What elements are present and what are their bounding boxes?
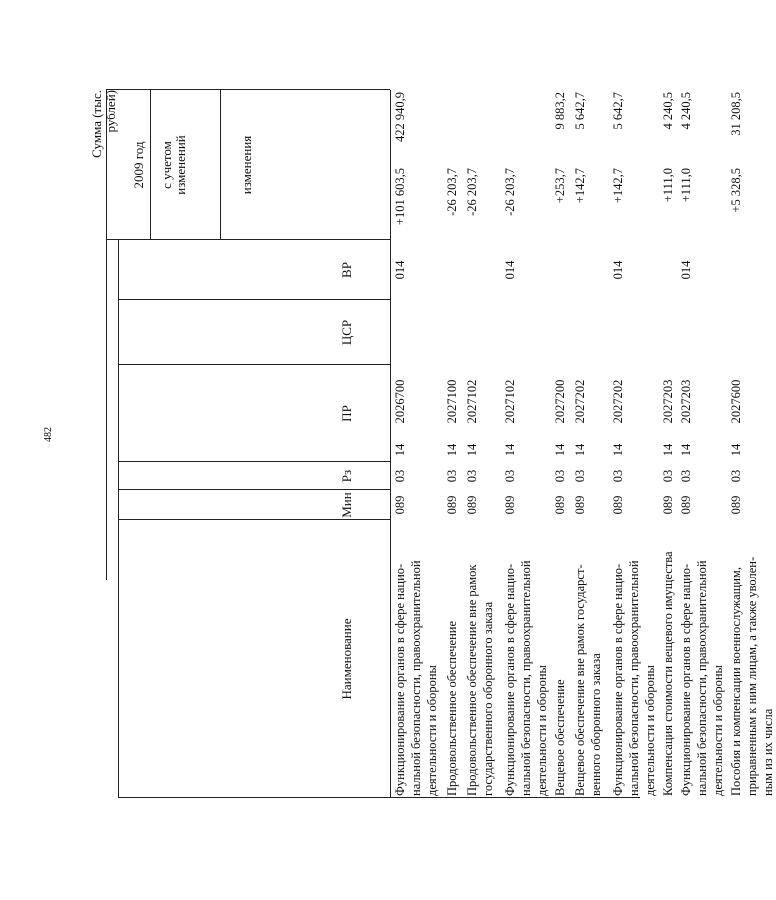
row-min: 089 xyxy=(393,495,407,515)
row-rz: 03 xyxy=(503,469,517,483)
page-number: 482 xyxy=(43,427,54,442)
row-change: +111,0 xyxy=(661,168,675,203)
row-vr: 014 xyxy=(611,260,625,280)
header-pr: ПР xyxy=(339,405,354,422)
row-min: 089 xyxy=(503,495,517,515)
row-csr: 2027200 xyxy=(553,379,567,424)
row-vr: 014 xyxy=(679,260,693,280)
row-total: 5 642,7 xyxy=(611,92,625,130)
row-change: -26 203,7 xyxy=(465,168,479,216)
row-total: 5 642,7 xyxy=(573,92,587,130)
row-csr: 2027202 xyxy=(573,379,587,424)
row-change: +5 328,5 xyxy=(729,168,743,213)
row-csr: 2027203 xyxy=(661,379,675,424)
row-change: +142,7 xyxy=(573,168,587,204)
row-rz: 03 xyxy=(573,469,587,483)
row-name: Продовольственное обеспечение вне рамок государственного оборонного заказа xyxy=(465,564,495,796)
row-pr: 14 xyxy=(573,443,587,457)
row-min: 089 xyxy=(729,495,743,515)
row-pr: 14 xyxy=(503,443,517,457)
budget-table-page xyxy=(40,0,775,900)
unit-label: Сумма (тыс. рублей) xyxy=(89,90,118,158)
row-total: 4 240,5 xyxy=(679,92,693,130)
sep-changes xyxy=(220,90,221,240)
header-name: Наименование xyxy=(339,618,354,700)
row-name: Пособия и компенсации военнослужащим, приравненным к ним лицам, а также уволен- ным из их числа xyxy=(729,556,775,796)
row-rz: 03 xyxy=(445,469,459,483)
row-name: Вещевое обеспечение вне рамок государст- венного оборонного заказа xyxy=(573,564,603,796)
row-total: 422 940,9 xyxy=(393,92,407,142)
row-change: +101 603,5 xyxy=(393,168,407,226)
row-change: -26 203,7 xyxy=(503,168,517,216)
row-pr: 14 xyxy=(661,443,675,457)
row-min: 089 xyxy=(573,495,587,515)
header-changes: изменения xyxy=(239,135,254,195)
row-min: 089 xyxy=(661,495,675,515)
row-csr: 2027202 xyxy=(611,379,625,424)
row-rz: 03 xyxy=(661,469,675,483)
header-vr: ВР xyxy=(339,262,354,278)
row-pr: 14 xyxy=(465,443,479,457)
row-csr: 2027102 xyxy=(465,379,479,424)
header-csr: ЦСР xyxy=(339,319,354,346)
row-min: 089 xyxy=(679,495,693,515)
row-name: Функционирование органов в сфере нацио- нальной безопасности, правоохранительной деятельности и обороны xyxy=(393,560,439,796)
row-name: Продовольственное обеспечение xyxy=(445,621,459,796)
header-bottom-border xyxy=(390,90,391,798)
row-change: +111,0 xyxy=(679,168,693,203)
row-change: -26 203,7 xyxy=(445,168,459,216)
row-pr: 14 xyxy=(393,443,407,457)
row-name: Функционирование органов в сфере нацио- нальной безопасности, правоохранительной деятельности и обороны xyxy=(679,560,725,796)
header-rz: Рз xyxy=(339,469,354,483)
row-change: +142,7 xyxy=(611,168,625,204)
header-year: 2009 год xyxy=(131,141,146,189)
row-min: 089 xyxy=(445,495,459,515)
row-vr: 014 xyxy=(393,260,407,280)
row-pr: 14 xyxy=(553,443,567,457)
row-min: 089 xyxy=(611,495,625,515)
row-pr: 14 xyxy=(611,443,625,457)
row-total: 31 208,5 xyxy=(729,92,743,136)
row-name: Функционирование органов в сфере нацио- нальной безопасности, правоохранительной деятельности и обороны xyxy=(611,560,657,796)
row-change: +253,7 xyxy=(553,168,567,204)
row-rz: 03 xyxy=(611,469,625,483)
row-rz: 03 xyxy=(679,469,693,483)
row-pr: 14 xyxy=(445,443,459,457)
header-top-line xyxy=(118,240,119,798)
table-top-border xyxy=(106,90,107,580)
row-name: Функционирование органов в сфере нацио- нальной безопасности, правоохранительной деятельности и обороны xyxy=(503,560,549,796)
header-with-changes: с учетом изменений xyxy=(159,135,188,195)
row-total: 9 883,2 xyxy=(553,92,567,130)
row-min: 089 xyxy=(553,495,567,515)
row-csr: 2027600 xyxy=(729,379,743,424)
row-rz: 03 xyxy=(729,469,743,483)
row-csr: 2027203 xyxy=(679,379,693,424)
row-name: Компенсация стоимости вещевого имущества xyxy=(661,551,675,796)
row-total: 4 240,5 xyxy=(661,92,675,130)
row-rz: 03 xyxy=(393,469,407,483)
row-csr: 2026700 xyxy=(393,379,407,424)
row-csr: 2027102 xyxy=(503,379,517,424)
row-rz: 03 xyxy=(553,469,567,483)
row-vr: 014 xyxy=(503,260,517,280)
row-pr: 14 xyxy=(729,443,743,457)
row-csr: 2027100 xyxy=(445,379,459,424)
table-left-header-border xyxy=(390,797,640,798)
row-min: 089 xyxy=(465,495,479,515)
header-min: Мин xyxy=(339,492,354,518)
year-bottom-border xyxy=(150,90,151,240)
row-rz: 03 xyxy=(465,469,479,483)
row-pr: 14 xyxy=(679,443,693,457)
row-name: Вещевое обеспечение xyxy=(553,679,567,796)
